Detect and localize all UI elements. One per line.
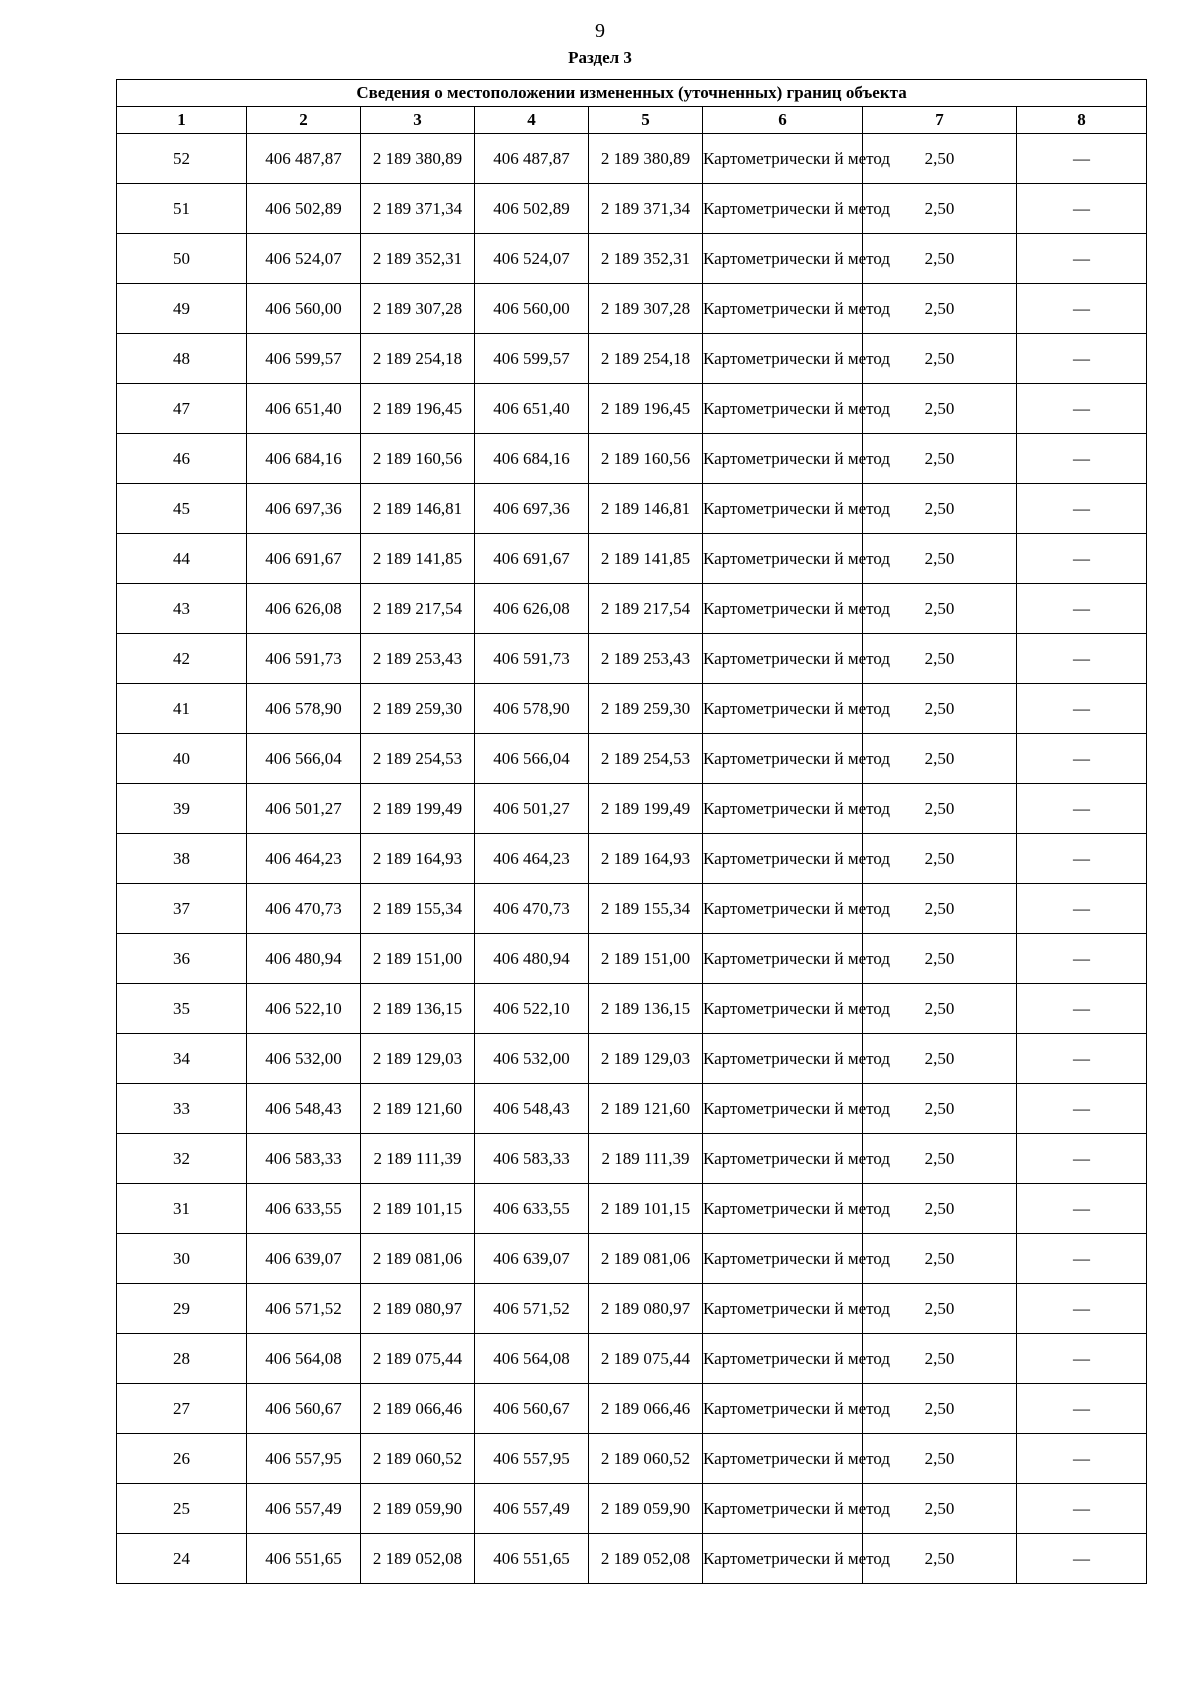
table-row <box>117 484 1147 534</box>
method-cell: Картометрически й метод <box>703 634 863 684</box>
x-new-cell: 406 464,23 <box>475 834 589 884</box>
precision-cell: 2,50 <box>863 734 1017 784</box>
y-new-cell: 2 189 060,52 <box>589 1434 703 1484</box>
x-new-cell: 406 480,94 <box>475 934 589 984</box>
x-new-cell: 406 633,55 <box>475 1184 589 1234</box>
x-new-cell: 406 532,00 <box>475 1034 589 1084</box>
method-cell: Картометрически й метод <box>703 284 863 334</box>
table-row <box>117 684 1147 734</box>
point-number-cell: 48 <box>117 334 247 384</box>
point-number-cell: 50 <box>117 234 247 284</box>
x-existing-cell: 406 571,52 <box>247 1284 361 1334</box>
method-cell: Картометрически й метод <box>703 1534 863 1584</box>
point-number-cell: 33 <box>117 1084 247 1134</box>
y-new-cell: 2 189 081,06 <box>589 1234 703 1284</box>
point-number-cell: 43 <box>117 584 247 634</box>
x-new-cell: 406 524,07 <box>475 234 589 284</box>
method-cell: Картометрически й метод <box>703 1134 863 1184</box>
description-cell: — <box>1017 1334 1147 1384</box>
y-existing-cell: 2 189 199,49 <box>361 784 475 834</box>
description-cell: — <box>1017 934 1147 984</box>
y-existing-cell: 2 189 080,97 <box>361 1284 475 1334</box>
method-cell: Картометрически й метод <box>703 834 863 884</box>
table-row <box>117 1334 1147 1384</box>
x-existing-cell: 406 557,95 <box>247 1434 361 1484</box>
method-cell: Картометрически й метод <box>703 584 863 634</box>
x-new-cell: 406 566,04 <box>475 734 589 784</box>
table-row <box>117 1434 1147 1484</box>
x-new-cell: 406 651,40 <box>475 384 589 434</box>
precision-cell: 2,50 <box>863 584 1017 634</box>
x-existing-cell: 406 560,67 <box>247 1384 361 1434</box>
method-cell: Картометрически й метод <box>703 484 863 534</box>
y-existing-cell: 2 189 075,44 <box>361 1334 475 1384</box>
x-new-cell: 406 551,65 <box>475 1534 589 1584</box>
table-row <box>117 584 1147 634</box>
x-existing-cell: 406 548,43 <box>247 1084 361 1134</box>
method-cell: Картометрически й метод <box>703 534 863 584</box>
description-cell: — <box>1017 1084 1147 1134</box>
x-existing-cell: 406 560,00 <box>247 284 361 334</box>
x-existing-cell: 406 639,07 <box>247 1234 361 1284</box>
precision-cell: 2,50 <box>863 1334 1017 1384</box>
table-row <box>117 1084 1147 1134</box>
table-row <box>117 934 1147 984</box>
section-title: Раздел 3 <box>568 48 632 67</box>
y-new-cell: 2 189 199,49 <box>589 784 703 834</box>
precision-cell: 2,50 <box>863 1034 1017 1084</box>
table-row <box>117 834 1147 884</box>
y-new-cell: 2 189 059,90 <box>589 1484 703 1534</box>
method-cell: Картометрически й метод <box>703 184 863 234</box>
y-existing-cell: 2 189 155,34 <box>361 884 475 934</box>
y-new-cell: 2 189 136,15 <box>589 984 703 1034</box>
description-cell: — <box>1017 284 1147 334</box>
table-row <box>117 184 1147 234</box>
description-cell: — <box>1017 1184 1147 1234</box>
column-number-1: 1 <box>117 107 247 134</box>
table-row <box>117 634 1147 684</box>
precision-cell: 2,50 <box>863 234 1017 284</box>
precision-cell: 2,50 <box>863 1434 1017 1484</box>
x-existing-cell: 406 551,65 <box>247 1534 361 1584</box>
point-number-cell: 51 <box>117 184 247 234</box>
x-new-cell: 406 599,57 <box>475 334 589 384</box>
y-existing-cell: 2 189 164,93 <box>361 834 475 884</box>
precision-cell: 2,50 <box>863 284 1017 334</box>
x-new-cell: 406 697,36 <box>475 484 589 534</box>
description-cell: — <box>1017 534 1147 584</box>
point-number-cell: 35 <box>117 984 247 1034</box>
x-existing-cell: 406 578,90 <box>247 684 361 734</box>
description-cell: — <box>1017 184 1147 234</box>
precision-cell: 2,50 <box>863 134 1017 184</box>
x-new-cell: 406 557,95 <box>475 1434 589 1484</box>
description-cell: — <box>1017 584 1147 634</box>
x-existing-cell: 406 583,33 <box>247 1134 361 1184</box>
y-existing-cell: 2 189 146,81 <box>361 484 475 534</box>
precision-cell: 2,50 <box>863 934 1017 984</box>
description-cell: — <box>1017 984 1147 1034</box>
table-caption: Сведения о местоположении измененных (уточненных) границ объекта <box>117 80 1147 107</box>
y-existing-cell: 2 189 052,08 <box>361 1534 475 1584</box>
precision-cell: 2,50 <box>863 1134 1017 1184</box>
table-row <box>117 984 1147 1034</box>
table-row <box>117 1034 1147 1084</box>
y-existing-cell: 2 189 081,06 <box>361 1234 475 1284</box>
x-new-cell: 406 571,52 <box>475 1284 589 1334</box>
y-existing-cell: 2 189 121,60 <box>361 1084 475 1134</box>
y-new-cell: 2 189 371,34 <box>589 184 703 234</box>
y-new-cell: 2 189 129,03 <box>589 1034 703 1084</box>
precision-cell: 2,50 <box>863 1484 1017 1534</box>
description-cell: — <box>1017 1484 1147 1534</box>
precision-cell: 2,50 <box>863 484 1017 534</box>
description-cell: — <box>1017 1134 1147 1184</box>
x-new-cell: 406 487,87 <box>475 134 589 184</box>
point-number-cell: 52 <box>117 134 247 184</box>
description-cell: — <box>1017 684 1147 734</box>
precision-cell: 2,50 <box>863 184 1017 234</box>
x-existing-cell: 406 697,36 <box>247 484 361 534</box>
x-new-cell: 406 522,10 <box>475 984 589 1034</box>
precision-cell: 2,50 <box>863 1284 1017 1334</box>
point-number-cell: 41 <box>117 684 247 734</box>
y-new-cell: 2 189 307,28 <box>589 284 703 334</box>
precision-cell: 2,50 <box>863 634 1017 684</box>
description-cell: — <box>1017 434 1147 484</box>
x-existing-cell: 406 684,16 <box>247 434 361 484</box>
point-number-cell: 36 <box>117 934 247 984</box>
precision-cell: 2,50 <box>863 334 1017 384</box>
column-number-4: 4 <box>475 107 589 134</box>
method-cell: Картометрически й метод <box>703 784 863 834</box>
description-cell: — <box>1017 334 1147 384</box>
column-number-8: 8 <box>1017 107 1147 134</box>
y-new-cell: 2 189 146,81 <box>589 484 703 534</box>
description-cell: — <box>1017 834 1147 884</box>
table-row <box>117 1534 1147 1584</box>
boundary-table <box>116 79 1147 1584</box>
method-cell: Картометрически й метод <box>703 1284 863 1334</box>
method-cell: Картометрически й метод <box>703 1434 863 1484</box>
point-number-cell: 30 <box>117 1234 247 1284</box>
table-row <box>117 1184 1147 1234</box>
method-cell: Картометрически й метод <box>703 1384 863 1434</box>
point-number-cell: 27 <box>117 1384 247 1434</box>
y-new-cell: 2 189 075,44 <box>589 1334 703 1384</box>
y-new-cell: 2 189 259,30 <box>589 684 703 734</box>
x-existing-cell: 406 633,55 <box>247 1184 361 1234</box>
column-number-5: 5 <box>589 107 703 134</box>
table-row <box>117 734 1147 784</box>
precision-cell: 2,50 <box>863 1234 1017 1284</box>
y-existing-cell: 2 189 111,39 <box>361 1134 475 1184</box>
precision-cell: 2,50 <box>863 984 1017 1034</box>
table-row <box>117 234 1147 284</box>
table-body <box>117 134 1147 1584</box>
point-number-cell: 31 <box>117 1184 247 1234</box>
method-cell: Картометрически й метод <box>703 684 863 734</box>
description-cell: — <box>1017 734 1147 784</box>
x-existing-cell: 406 532,00 <box>247 1034 361 1084</box>
y-existing-cell: 2 189 352,31 <box>361 234 475 284</box>
method-cell: Картометрически й метод <box>703 434 863 484</box>
method-cell: Картометрически й метод <box>703 734 863 784</box>
description-cell: — <box>1017 484 1147 534</box>
y-existing-cell: 2 189 101,15 <box>361 1184 475 1234</box>
precision-cell: 2,50 <box>863 1534 1017 1584</box>
y-new-cell: 2 189 160,56 <box>589 434 703 484</box>
y-new-cell: 2 189 380,89 <box>589 134 703 184</box>
x-new-cell: 406 626,08 <box>475 584 589 634</box>
table-row <box>117 134 1147 184</box>
method-cell: Картометрически й метод <box>703 1084 863 1134</box>
y-existing-cell: 2 189 136,15 <box>361 984 475 1034</box>
y-existing-cell: 2 189 307,28 <box>361 284 475 334</box>
precision-cell: 2,50 <box>863 1084 1017 1134</box>
table-row <box>117 784 1147 834</box>
point-number-cell: 44 <box>117 534 247 584</box>
method-cell: Картометрически й метод <box>703 1034 863 1084</box>
table-row <box>117 434 1147 484</box>
column-number-7: 7 <box>863 107 1017 134</box>
x-new-cell: 406 583,33 <box>475 1134 589 1184</box>
point-number-cell: 38 <box>117 834 247 884</box>
y-existing-cell: 2 189 141,85 <box>361 534 475 584</box>
table-row <box>117 884 1147 934</box>
y-existing-cell: 2 189 129,03 <box>361 1034 475 1084</box>
y-existing-cell: 2 189 060,52 <box>361 1434 475 1484</box>
x-new-cell: 406 639,07 <box>475 1234 589 1284</box>
point-number-cell: 34 <box>117 1034 247 1084</box>
x-existing-cell: 406 502,89 <box>247 184 361 234</box>
y-existing-cell: 2 189 380,89 <box>361 134 475 184</box>
y-existing-cell: 2 189 066,46 <box>361 1384 475 1434</box>
y-existing-cell: 2 189 254,18 <box>361 334 475 384</box>
x-existing-cell: 406 651,40 <box>247 384 361 434</box>
table-row <box>117 284 1147 334</box>
description-cell: — <box>1017 1434 1147 1484</box>
y-new-cell: 2 189 155,34 <box>589 884 703 934</box>
table-row <box>117 1384 1147 1434</box>
x-new-cell: 406 691,67 <box>475 534 589 584</box>
x-existing-cell: 406 470,73 <box>247 884 361 934</box>
precision-cell: 2,50 <box>863 684 1017 734</box>
description-cell: — <box>1017 1284 1147 1334</box>
precision-cell: 2,50 <box>863 1184 1017 1234</box>
x-new-cell: 406 564,08 <box>475 1334 589 1384</box>
y-existing-cell: 2 189 151,00 <box>361 934 475 984</box>
y-existing-cell: 2 189 196,45 <box>361 384 475 434</box>
description-cell: — <box>1017 1034 1147 1084</box>
point-number-cell: 47 <box>117 384 247 434</box>
precision-cell: 2,50 <box>863 384 1017 434</box>
table-caption-row <box>117 80 1147 107</box>
x-existing-cell: 406 464,23 <box>247 834 361 884</box>
y-new-cell: 2 189 164,93 <box>589 834 703 884</box>
point-number-cell: 45 <box>117 484 247 534</box>
method-cell: Картометрически й метод <box>703 334 863 384</box>
point-number-cell: 46 <box>117 434 247 484</box>
method-cell: Картометрически й метод <box>703 1184 863 1234</box>
x-new-cell: 406 557,49 <box>475 1484 589 1534</box>
y-new-cell: 2 189 151,00 <box>589 934 703 984</box>
y-new-cell: 2 189 254,18 <box>589 334 703 384</box>
y-new-cell: 2 189 352,31 <box>589 234 703 284</box>
page-number: 9 <box>595 20 605 42</box>
y-new-cell: 2 189 121,60 <box>589 1084 703 1134</box>
description-cell: — <box>1017 134 1147 184</box>
x-existing-cell: 406 599,57 <box>247 334 361 384</box>
method-cell: Картометрически й метод <box>703 934 863 984</box>
y-new-cell: 2 189 111,39 <box>589 1134 703 1184</box>
x-existing-cell: 406 524,07 <box>247 234 361 284</box>
y-new-cell: 2 189 217,54 <box>589 584 703 634</box>
x-existing-cell: 406 566,04 <box>247 734 361 784</box>
x-existing-cell: 406 487,87 <box>247 134 361 184</box>
x-existing-cell: 406 564,08 <box>247 1334 361 1384</box>
precision-cell: 2,50 <box>863 1384 1017 1434</box>
point-number-cell: 26 <box>117 1434 247 1484</box>
table-row <box>117 534 1147 584</box>
description-cell: — <box>1017 1384 1147 1434</box>
table-row <box>117 1234 1147 1284</box>
point-number-cell: 25 <box>117 1484 247 1534</box>
precision-cell: 2,50 <box>863 834 1017 884</box>
description-cell: — <box>1017 234 1147 284</box>
point-number-cell: 49 <box>117 284 247 334</box>
y-new-cell: 2 189 066,46 <box>589 1384 703 1434</box>
method-cell: Картометрически й метод <box>703 1334 863 1384</box>
y-existing-cell: 2 189 253,43 <box>361 634 475 684</box>
x-new-cell: 406 470,73 <box>475 884 589 934</box>
column-number-2: 2 <box>247 107 361 134</box>
y-new-cell: 2 189 101,15 <box>589 1184 703 1234</box>
point-number-cell: 29 <box>117 1284 247 1334</box>
x-existing-cell: 406 522,10 <box>247 984 361 1034</box>
column-number-6: 6 <box>703 107 863 134</box>
y-existing-cell: 2 189 254,53 <box>361 734 475 784</box>
y-new-cell: 2 189 080,97 <box>589 1284 703 1334</box>
point-number-cell: 37 <box>117 884 247 934</box>
x-existing-cell: 406 691,67 <box>247 534 361 584</box>
table-row <box>117 334 1147 384</box>
method-cell: Картометрически й метод <box>703 134 863 184</box>
precision-cell: 2,50 <box>863 434 1017 484</box>
method-cell: Картометрически й метод <box>703 1234 863 1284</box>
precision-cell: 2,50 <box>863 534 1017 584</box>
y-existing-cell: 2 189 059,90 <box>361 1484 475 1534</box>
method-cell: Картометрически й метод <box>703 384 863 434</box>
description-cell: — <box>1017 1234 1147 1284</box>
table-row <box>117 1284 1147 1334</box>
y-new-cell: 2 189 141,85 <box>589 534 703 584</box>
x-new-cell: 406 591,73 <box>475 634 589 684</box>
x-new-cell: 406 684,16 <box>475 434 589 484</box>
point-number-cell: 28 <box>117 1334 247 1384</box>
x-existing-cell: 406 626,08 <box>247 584 361 634</box>
column-number-3: 3 <box>361 107 475 134</box>
description-cell: — <box>1017 1534 1147 1584</box>
method-cell: Картометрически й метод <box>703 234 863 284</box>
precision-cell: 2,50 <box>863 884 1017 934</box>
description-cell: — <box>1017 884 1147 934</box>
description-cell: — <box>1017 634 1147 684</box>
x-existing-cell: 406 591,73 <box>247 634 361 684</box>
table-row <box>117 1134 1147 1184</box>
description-cell: — <box>1017 384 1147 434</box>
point-number-cell: 32 <box>117 1134 247 1184</box>
method-cell: Картометрически й метод <box>703 984 863 1034</box>
x-new-cell: 406 560,00 <box>475 284 589 334</box>
x-new-cell: 406 578,90 <box>475 684 589 734</box>
table-row <box>117 384 1147 434</box>
column-number-row <box>117 107 1147 134</box>
method-cell: Картометрически й метод <box>703 1484 863 1534</box>
y-existing-cell: 2 189 371,34 <box>361 184 475 234</box>
point-number-cell: 24 <box>117 1534 247 1584</box>
y-new-cell: 2 189 254,53 <box>589 734 703 784</box>
x-existing-cell: 406 557,49 <box>247 1484 361 1534</box>
x-new-cell: 406 548,43 <box>475 1084 589 1134</box>
y-new-cell: 2 189 196,45 <box>589 384 703 434</box>
y-existing-cell: 2 189 160,56 <box>361 434 475 484</box>
table-row <box>117 1484 1147 1534</box>
point-number-cell: 40 <box>117 734 247 784</box>
y-existing-cell: 2 189 259,30 <box>361 684 475 734</box>
y-new-cell: 2 189 052,08 <box>589 1534 703 1584</box>
y-new-cell: 2 189 253,43 <box>589 634 703 684</box>
precision-cell: 2,50 <box>863 784 1017 834</box>
x-existing-cell: 406 501,27 <box>247 784 361 834</box>
x-new-cell: 406 502,89 <box>475 184 589 234</box>
x-new-cell: 406 501,27 <box>475 784 589 834</box>
y-existing-cell: 2 189 217,54 <box>361 584 475 634</box>
method-cell: Картометрически й метод <box>703 884 863 934</box>
x-new-cell: 406 560,67 <box>475 1384 589 1434</box>
point-number-cell: 39 <box>117 784 247 834</box>
x-existing-cell: 406 480,94 <box>247 934 361 984</box>
description-cell: — <box>1017 784 1147 834</box>
point-number-cell: 42 <box>117 634 247 684</box>
